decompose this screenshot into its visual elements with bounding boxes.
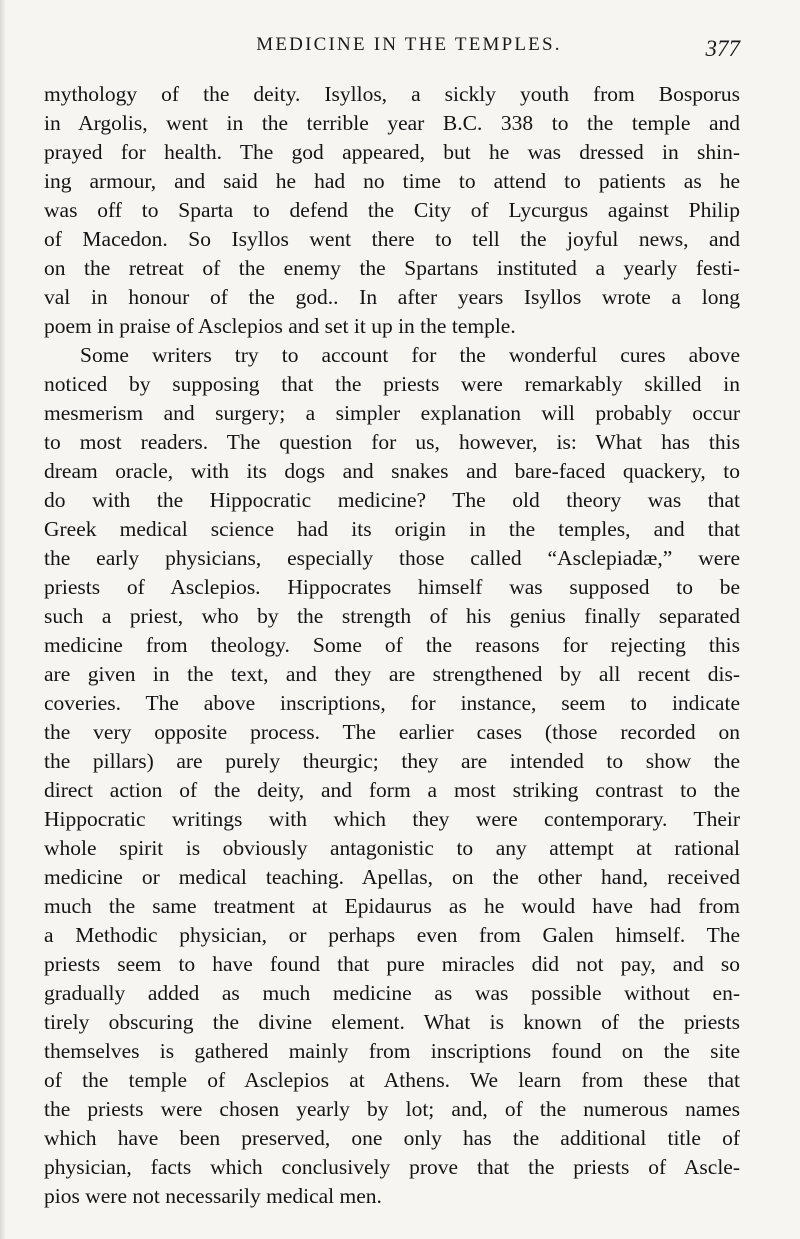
text-line: priests seem to have found that pure miracles did not pay, and so (44, 952, 740, 976)
text-line: medicine or medical teaching. Apellas, on the other hand, received (44, 865, 740, 889)
running-title: MEDICINE IN THE TEMPLES. (256, 34, 562, 55)
text-line: themselves is gathered mainly from inscriptions found on the site (44, 1039, 740, 1063)
text-line: do with the Hippocratic medicine? The old theory was that (44, 488, 740, 512)
text-line: the very opposite process. The earlier cases (those recorded on (44, 720, 740, 744)
text-line: Some writers try to account for the wonderful cures above (80, 343, 740, 367)
text-line: dream oracle, with its dogs and snakes and bare-faced quackery, to (44, 459, 740, 483)
text-line: was off to Sparta to defend the City of Lycurgus against Philip (44, 198, 740, 222)
text-line: mesmerism and surgery; a simpler explanation will probably occur (44, 401, 740, 425)
text-line: gradually added as much medicine as was possible without en- (44, 981, 740, 1005)
text-line: in Argolis, went in the terrible year B.C. 338 to the temple and (44, 111, 740, 135)
page-header (0, 30, 800, 70)
text-line: are given in the text, and they are strengthened by all recent dis- (44, 662, 740, 686)
text-line: much the same treatment at Epidaurus as he would have had from (44, 894, 740, 918)
text-line: coveries. The above inscriptions, for instance, seem to indicate (44, 691, 740, 715)
text-line: priests of Asclepios. Hippocrates himself was supposed to be (44, 575, 740, 599)
text-line: the priests were chosen yearly by lot; and, of the numerous names (44, 1097, 740, 1121)
text-line: prayed for health. The god appeared, but he was dressed in shin- (44, 140, 740, 164)
text-line: val in honour of the god.. In after years Isyllos wrote a long (44, 285, 740, 309)
body-text (44, 80, 740, 1211)
text-line: of Macedon. So Isyllos went there to tell the joyful news, and (44, 227, 740, 251)
text-line: Hippocratic writings with which they were contemporary. Their (44, 807, 740, 831)
text-line: Greek medical science had its origin in the temples, and that (44, 517, 740, 541)
text-line: noticed by supposing that the priests were remarkably skilled in (44, 372, 740, 396)
text-line: physician, facts which conclusively prove that the priests of Ascle- (44, 1155, 740, 1179)
text-line: a Methodic physician, or perhaps even from Galen himself. The (44, 923, 740, 947)
text-line: tirely obscuring the divine element. What is known of the priests (44, 1010, 740, 1034)
text-line: mythology of the deity. Isyllos, a sickly youth from Bosporus (44, 82, 740, 106)
text-line: such a priest, who by the strength of his genius finally separated (44, 604, 740, 628)
scan-edge (0, 0, 6, 1239)
text-line: direct action of the deity, and form a most striking contrast to the (44, 778, 740, 802)
text-line: ing armour, and said he had no time to attend to patients as he (44, 169, 740, 193)
text-line: medicine from theology. Some of the reasons for rejecting this (44, 633, 740, 657)
text-line: the pillars) are purely theurgic; they are intended to show the (44, 749, 740, 773)
page-number: 377 (705, 36, 740, 61)
text-line: the early physicians, especially those called “Asclepiadæ,” were (44, 546, 740, 570)
text-line: poem in praise of Asclepios and set it up in the temple. (44, 314, 516, 338)
text-line: whole spirit is obviously antagonistic to any attempt at rational (44, 836, 740, 860)
text-line: which have been preserved, one only has the additional title of (44, 1126, 740, 1150)
text-line: on the retreat of the enemy the Spartans instituted a yearly festi- (44, 256, 740, 280)
text-line: of the temple of Asclepios at Athens. We learn from these that (44, 1068, 740, 1092)
text-line: pios were not necessarily medical men. (44, 1184, 382, 1208)
text-line: to most readers. The question for us, however, is: What has this (44, 430, 740, 454)
